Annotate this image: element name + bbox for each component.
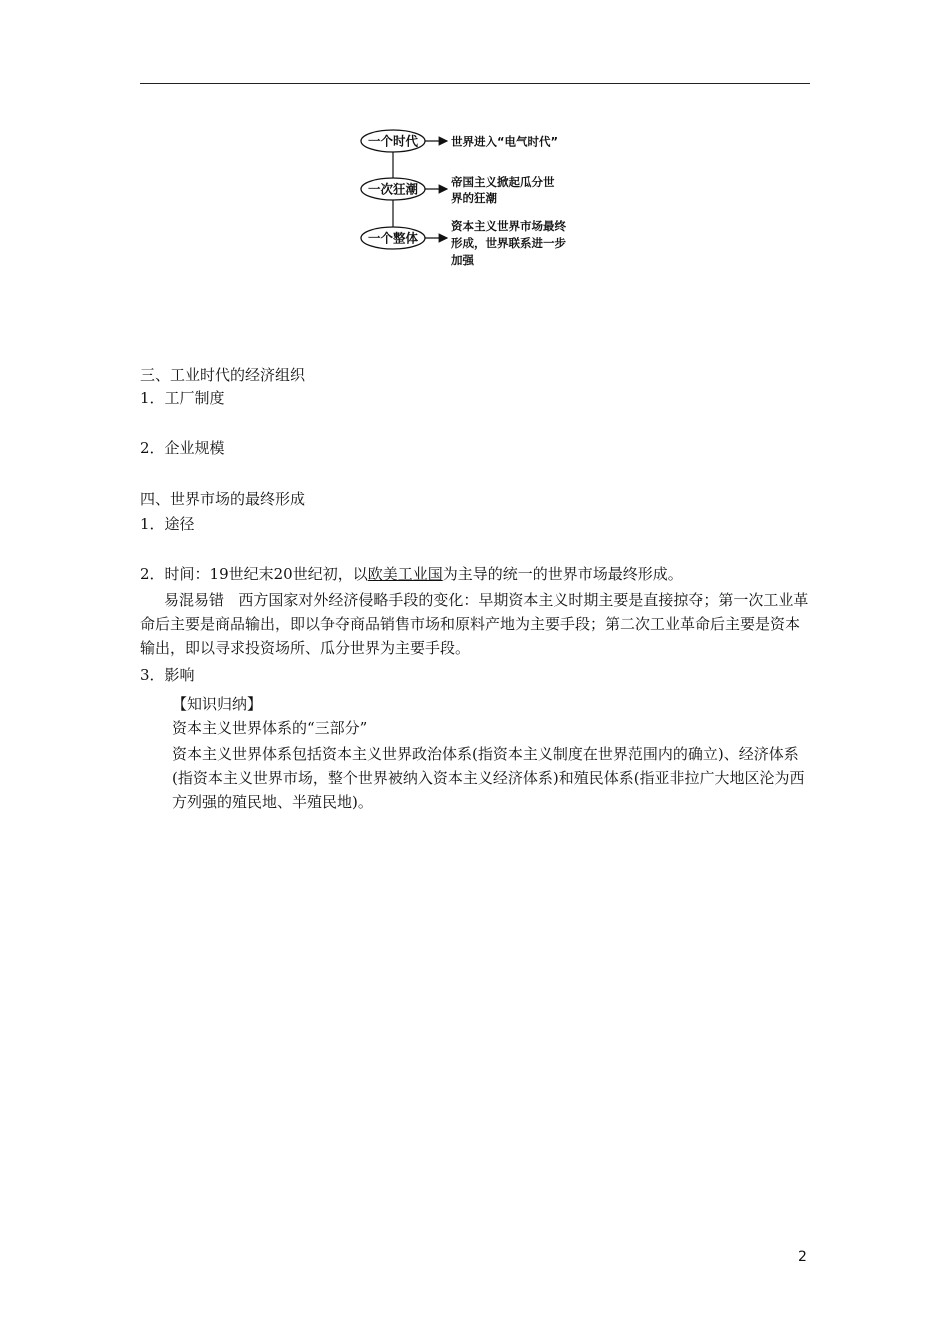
diagram-node-3-label: 一个整体 bbox=[367, 230, 419, 246]
diagram-node-3 bbox=[361, 219, 566, 267]
knowledge-label: 【知识归纳】 bbox=[172, 695, 263, 713]
confusion-text: 西方国家对外经济侵略手段的变化：早期资本主义时期主要是直接掠夺；第一次工业革命后主要是商品输出，即以争夺商品销售市场和原料产地为主要手段；第二次工业革命后主要是资本输出，即以寻求投资场所、瓜分世界为主要手段。 bbox=[140, 591, 809, 657]
diagram-node-2 bbox=[361, 175, 555, 205]
concept-diagram bbox=[355, 120, 595, 275]
section3-item1: 1．工厂制度 bbox=[140, 389, 225, 407]
section4-item2-underlined: 欧美工业国 bbox=[367, 565, 443, 583]
diagram-node-1 bbox=[361, 130, 558, 152]
section4-item2-suffix: 为主导的统一的世界市场最终形成。 bbox=[442, 565, 683, 583]
section3-item2: 2．企业规模 bbox=[140, 439, 225, 457]
knowledge-title: 资本主义世界体系的“三部分” bbox=[172, 719, 368, 737]
diagram-node-3-desc-line-1: 资本主义世界市场最终 bbox=[451, 219, 566, 233]
section4-item3: 3．影响 bbox=[140, 666, 195, 684]
diagram-node-2-desc-line-2: 界的狂潮 bbox=[451, 191, 497, 205]
knowledge-body: 资本主义世界体系包括资本主义世界政治体系(指资本主义制度在世界范围内的确立)、经济体系(指资本主义世界市场，整个世界被纳入资本主义经济体系)和殖民体系(指亚非拉广大地区沦为西方列强的殖民地、半殖民地)。 bbox=[172, 745, 805, 811]
diagram-node-1-desc-line-1: 世界进入“电气时代” bbox=[451, 134, 559, 149]
diagram-node-2-label: 一次狂潮 bbox=[367, 181, 419, 197]
diagram-node-3-desc-line-2: 形成，世界联系进一步 bbox=[451, 236, 566, 250]
section3-heading: 三、工业时代的经济组织 bbox=[140, 366, 306, 384]
diagram-node-1-label: 一个时代 bbox=[367, 133, 419, 149]
confusion-label: 易混易错 bbox=[164, 591, 225, 609]
section4-heading: 四、世界市场的最终形成 bbox=[140, 490, 306, 508]
page-number: 2 bbox=[798, 1249, 807, 1265]
section4-item2 bbox=[140, 564, 683, 584]
confusion-note bbox=[140, 588, 812, 660]
diagram-node-3-desc-line-3: 加强 bbox=[451, 253, 474, 267]
diagram-node-2-desc-line-1: 帝国主义掀起瓜分世 bbox=[451, 175, 555, 189]
section4-item2-prefix: 2．时间：19世纪末20世纪初，以 bbox=[140, 565, 368, 583]
header-rule bbox=[140, 83, 810, 84]
section4-item1: 1．途径 bbox=[140, 515, 195, 533]
